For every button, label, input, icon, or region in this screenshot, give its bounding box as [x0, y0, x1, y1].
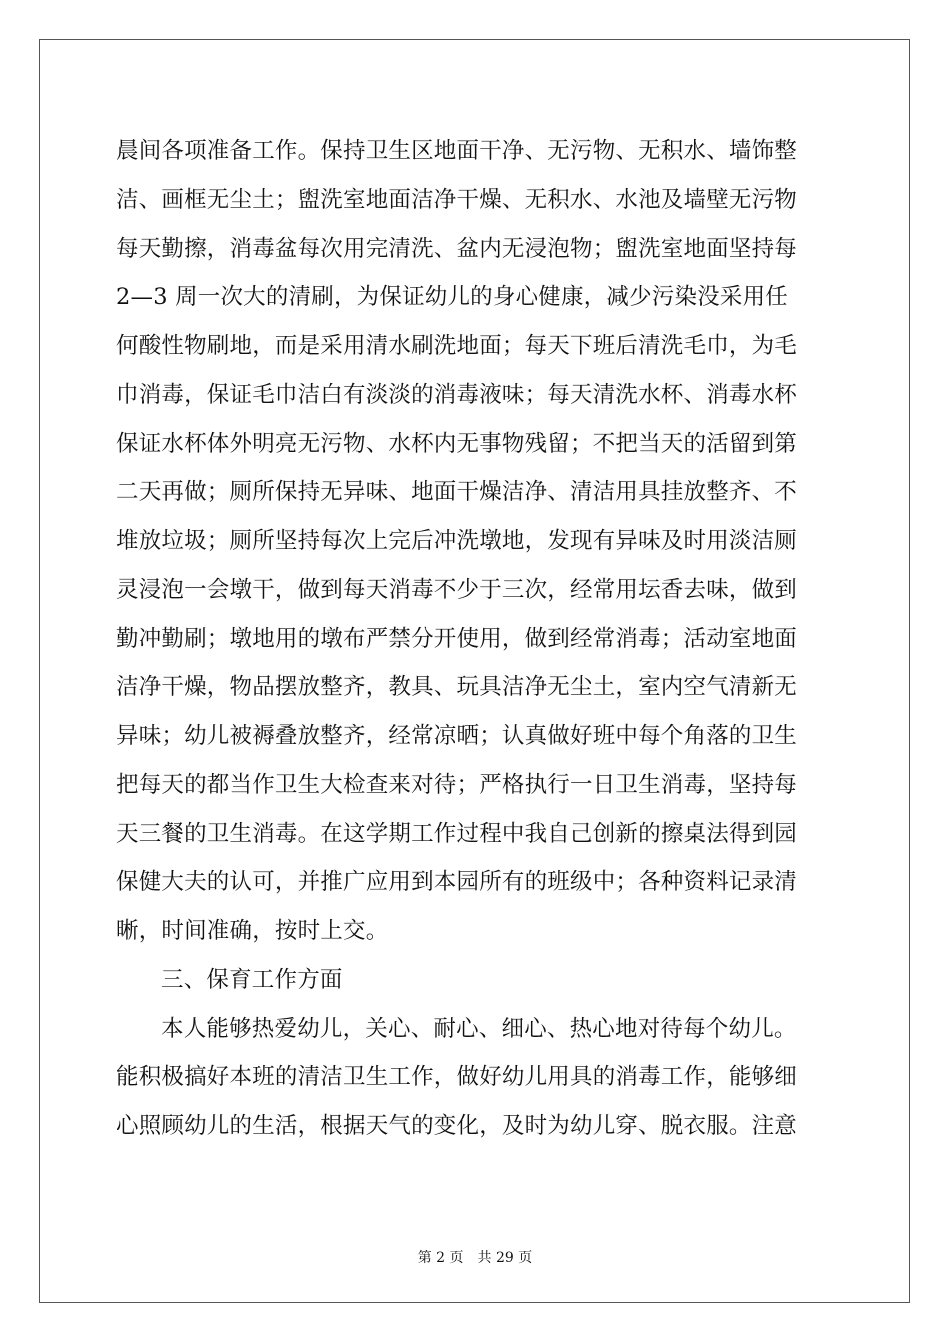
- text-line: 保健大夫的认可，并推广应用到本园所有的班级中；各种资料记录清: [116, 869, 798, 896]
- text-line: 洁、画框无尘土；盥洗室地面洁净干燥、无积水、水池及墙壁无污物: [116, 186, 798, 213]
- text-line: 堆放垃圾；厕所坚持每次上完后冲洗墩地，发现有异味及时用淡洁厕: [116, 528, 798, 554]
- text-line: 巾消毒，保证毛巾洁白有淡淡的消毒液味；每天清洗水杯、消毒水杯: [116, 381, 798, 408]
- text-line: 异味；幼儿被褥叠放整齐，经常凉晒；认真做好班中每个角落的卫生: [116, 723, 798, 749]
- document-body: [116, 127, 836, 1151]
- page-number-footer: 第 2 页 共 29 页: [417, 1250, 533, 1266]
- text-line: 晨间各项准备工作。保持卫生区地面干净、无污物、无积水、墙饰整: [116, 138, 798, 164]
- text-line: 天三餐的卫生消毒。在这学期工作过程中我自己创新的擦桌法得到园: [116, 820, 798, 847]
- text-line: 能积极搞好本班的清洁卫生工作，做好幼儿用具的消毒工作，能够细: [116, 1064, 798, 1091]
- text-line: 洁净干燥，物品摆放整齐，教具、玩具洁净无尘土，室内空气清新无: [116, 674, 798, 701]
- text-line: 每天勤擦，消毒盆每次用完清洗、盆内无浸泡物；盥洗室地面坚持每: [116, 235, 798, 262]
- text-line: 2—3 周一次大的清刷，为保证幼儿的身心健康，减少污染没采用任: [116, 284, 788, 311]
- text-line: 晰，时间准确，按时上交。: [116, 918, 389, 944]
- text-line: 何酸性物刷地，而是采用清水刷洗地面；每天下班后清洗毛巾，为毛: [116, 333, 798, 359]
- text-line: 勤冲勤刷；墩地用的墩布严禁分开使用，做到经常消毒；活动室地面: [116, 625, 798, 652]
- text-line: 三、保育工作方面: [161, 966, 343, 993]
- text-line: 二天再做；厕所保持无异味、地面干燥洁净、清洁用具挂放整齐、不: [116, 479, 798, 506]
- text-line: 本人能够热爱幼儿，关心、耐心、细心、热心地对待每个幼儿。: [161, 1015, 797, 1042]
- text-line: 灵浸泡一会墩干，做到每天消毒不少于三次，经常用坛香去味，做到: [116, 576, 798, 603]
- text-line: 把每天的都当作卫生大检查来对待；严格执行一日卫生消毒，坚持每: [116, 771, 798, 798]
- text-line: 心照顾幼儿的生活，根据天气的变化，及时为幼儿穿、脱衣服。注意: [116, 1113, 798, 1139]
- text-line: 保证水杯体外明亮无污物、水杯内无事物残留；不把当天的活留到第: [116, 430, 798, 457]
